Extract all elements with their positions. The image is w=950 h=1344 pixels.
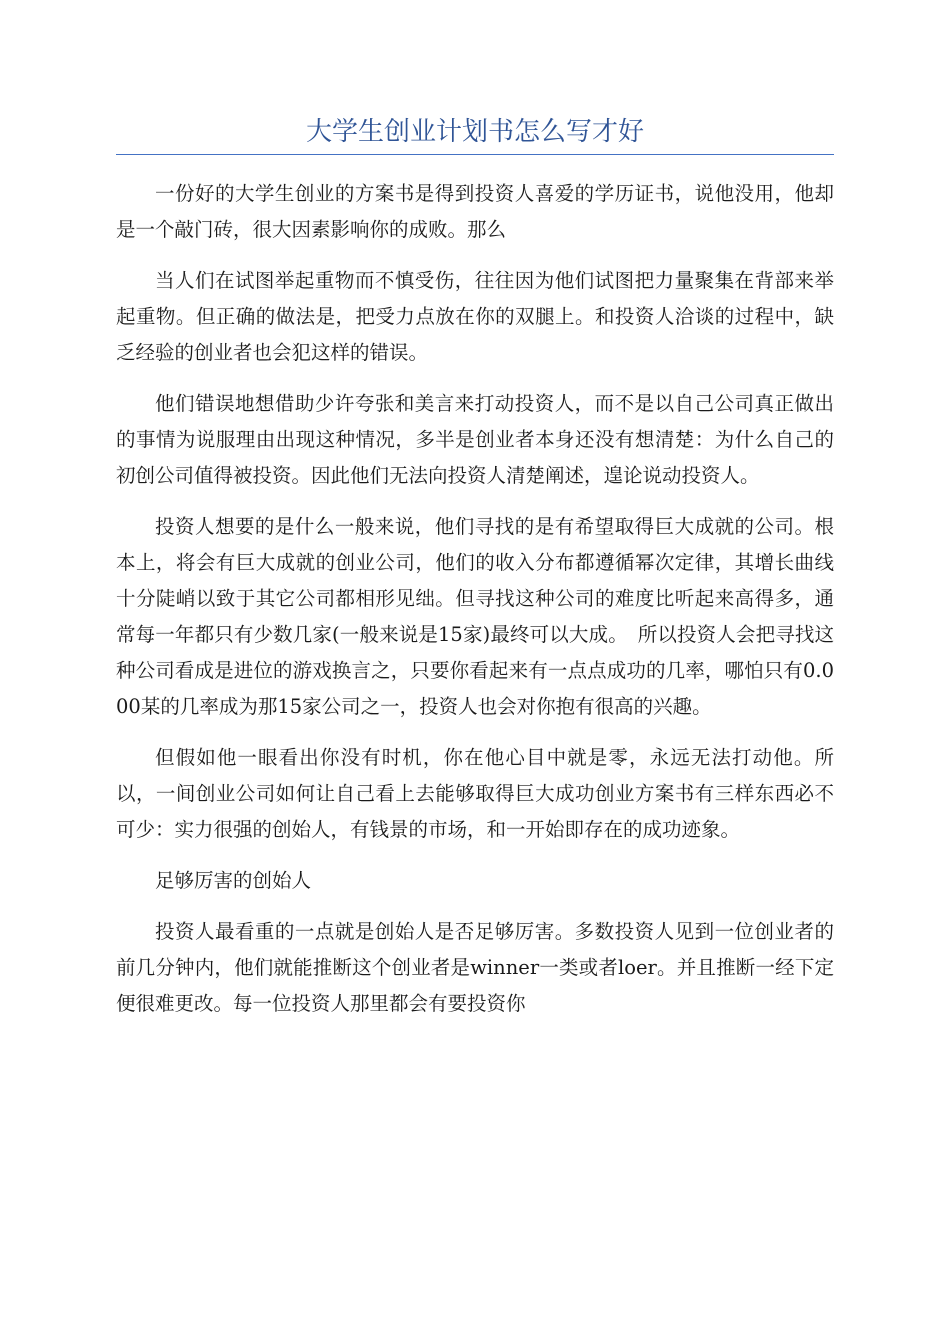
paragraph-1: 一份好的大学生创业的方案书是得到投资人喜爱的学历证书，说他没用，他却是一个敲门砖，很大因素影响你的成败。那么 [116,182,834,241]
document-title: 大学生创业计划书怎么写才好 [305,117,644,147]
paragraph-5: 但假如他一眼看出你没有时机，你在他心目中就是零，永远无法打动他。所以，一间创业公司如何让自己看上去能够取得巨大成功创业方案书有三样东西必不可少：实力很强的创始人，有钱景的市场，和一开始即存在的成功迹象。 [116,746,834,841]
section-heading-founders: 足够厉害的创始人 [155,869,312,892]
document-body [116,176,834,1037]
title-underline [116,154,834,155]
paragraph-2: 当人们在试图举起重物而不慎受伤，往往因为他们试图把力量聚集在背部来举起重物。但正确的做法是，把受力点放在你的双腿上。和投资人洽谈的过程中，缺乏经验的创业者也会犯这样的错误。 [116,269,834,364]
paragraph-4: 投资人想要的是什么一般来说，他们寻找的是有希望取得巨大成就的公司。根本上，将会有巨大成就的创业公司，他们的收入分布都遵循幂次定律，其增长曲线十分陡峭以致于其它公司都相形见绌。但寻找这种公司的难度比听起来高得多，通常每一年都只有少数几家(一般来说是15家)最终可以大成。 所以投资人会把寻找这种公司看成是进位的游戏换言之，只要你看起来有一点点成功的几率，哪怕只有0.000某的几率成为那15家公司之一，投资人也会对你抱有很高的兴趣。 [116,515,834,718]
paragraph-6: 投资人最看重的一点就是创始人是否足够厉害。多数投资人见到一位创业者的前几分钟内，他们就能推断这个创业者是winner一类或者loer。并且推断一经下定便很难更改。每一位投资人那里都会有要投资你 [116,920,834,1015]
paragraph-3: 他们错误地想借助少许夸张和美言来打动投资人，而不是以自己公司真正做出的事情为说服理由出现这种情况，多半是创业者本身还没有想清楚：为什么自己的初创公司值得被投资。因此他们无法向投资人清楚阐述，遑论说动投资人。 [116,392,834,487]
